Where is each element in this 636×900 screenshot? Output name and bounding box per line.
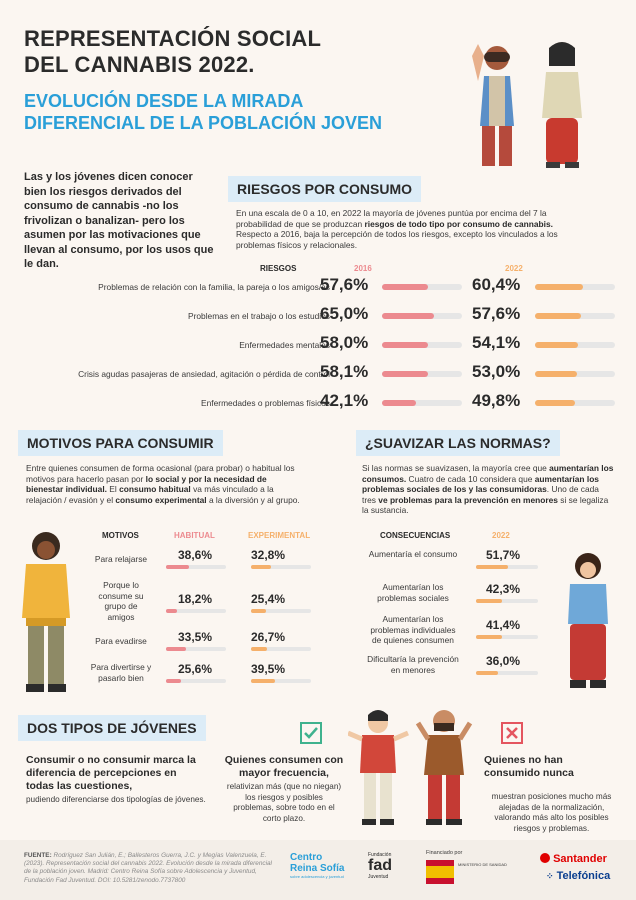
check-icon	[300, 722, 322, 744]
ministry-label: MINISTERIO DE SANIDAD	[458, 862, 507, 867]
consequence-value: 36,0%	[486, 654, 521, 668]
motive-label: Para evadirse	[95, 636, 147, 646]
risk-row	[20, 391, 620, 415]
risk-row	[20, 362, 620, 386]
motive-value-experimental: 32,8%	[251, 548, 286, 562]
spain-coat-of-arms-icon	[426, 860, 454, 884]
types-right-text: muestran posiciones mucho más alejadas de la normalización, valorando más alto los posibles riesgos y problemas.	[491, 792, 612, 833]
consequence-label: Aumentarían los problemas sociales	[377, 582, 449, 603]
risk-label: Enfermedades o problemas físicos	[201, 398, 330, 408]
fad-logo: Fundación fad Juventud	[368, 852, 392, 880]
risks-year-2016: 2016	[354, 264, 372, 273]
types-heading: DOS TIPOS DE JÓVENES	[18, 715, 206, 741]
page-subtitle	[24, 90, 382, 134]
motives-heading: MOTIVOS PARA CONSUMIR	[18, 430, 223, 456]
motives-col-experimental: EXPERIMENTAL	[248, 531, 311, 540]
risk-row	[20, 333, 620, 357]
santander-flame-icon	[540, 853, 550, 863]
risk-label: Problemas de relación con la familia, la pareja o los amigos/as	[98, 282, 330, 292]
risk-value-2016: 58,0%	[320, 333, 369, 352]
funded-label: Financiado por	[426, 850, 463, 856]
risk-value-2016: 57,6%	[320, 275, 369, 294]
types-mid-block	[224, 754, 344, 824]
risk-label: Crisis agudas pasajeras de ansiedad, agitación o pérdida de control	[78, 369, 330, 379]
risk-value-2016: 42,1%	[320, 391, 369, 410]
risk-bar-2022	[535, 400, 615, 406]
risk-label: Enfermedades mentales	[239, 340, 330, 350]
consequence-label: Aumentarían los problemas individuales de quienes consumen	[370, 614, 456, 645]
norms-heading: ¿SUAVIZAR LAS NORMAS?	[356, 430, 560, 456]
santander-logo: Santander	[540, 853, 607, 865]
risk-bar-2016	[382, 313, 462, 319]
consequence-bar	[476, 565, 538, 569]
risks-col-label: RIESGOS	[260, 264, 297, 273]
risk-row	[20, 275, 620, 299]
risk-bar-2016	[382, 371, 462, 377]
title-line-2: DEL CANNABIS 2022.	[24, 52, 255, 77]
motive-label: Para divertirse y pasarlo bien	[90, 662, 152, 683]
motive-bar-habitual	[166, 679, 226, 683]
consequence-bar	[476, 599, 538, 603]
centro-reina-sofia-logo: Centro Reina Sofía sobre adolescencia y juventud	[290, 852, 345, 879]
consequence-value: 41,4%	[486, 618, 521, 632]
risk-bar-2016	[382, 400, 462, 406]
subtitle-line-2: DIFERENCIAL DE LA POBLACIÓN JOVEN	[24, 113, 383, 133]
types-people-illustration	[348, 703, 476, 829]
risk-bar-2016	[382, 342, 462, 348]
motives-col-habitual: HABITUAL	[174, 531, 215, 540]
motive-bar-experimental	[251, 647, 311, 651]
motive-value-experimental: 39,5%	[251, 662, 286, 676]
norms-col-label: CONSECUENCIAS	[380, 531, 451, 540]
motive-value-habitual: 25,6%	[178, 662, 213, 676]
consequence-bar	[476, 635, 538, 639]
motive-bar-habitual	[166, 647, 226, 651]
header-people-illustration	[462, 36, 602, 176]
consequence-value: 42,3%	[486, 582, 521, 596]
risk-value-2022: 49,8%	[472, 391, 521, 410]
risk-value-2022: 54,1%	[472, 333, 521, 352]
risk-label: Problemas en el trabajo o los estudios	[188, 311, 330, 321]
motive-value-habitual: 33,5%	[178, 630, 213, 644]
telefonica-logo: ⁘ Telefónica	[546, 870, 611, 882]
risk-row	[20, 304, 620, 328]
motive-value-habitual: 18,2%	[178, 592, 213, 606]
consequence-label: Dificultaría la prevención en menores	[367, 654, 459, 675]
motive-bar-experimental	[251, 565, 311, 569]
motive-bar-habitual	[166, 609, 226, 613]
page-title	[24, 26, 321, 78]
risk-value-2022: 53,0%	[472, 362, 521, 381]
types-right-bold: Quienes no han consumido nunca	[484, 754, 574, 779]
norms-col-year: 2022	[492, 531, 510, 540]
motive-value-experimental: 25,4%	[251, 592, 286, 606]
title-line-1: REPRESENTACIÓN SOCIAL	[24, 26, 322, 51]
subtitle-line-1: EVOLUCIÓN DESDE LA MIRADA	[24, 91, 304, 111]
motive-bar-experimental	[251, 609, 311, 613]
types-mid-text: relativizan más (que no niegan) los riesgos y posibles problemas, sobre todo en el corto plazo.	[226, 782, 342, 823]
risk-bar-2022	[535, 342, 615, 348]
consequence-label: Aumentaría el consumo	[368, 549, 458, 559]
risk-value-2016: 58,1%	[320, 362, 369, 381]
motive-value-habitual: 38,6%	[178, 548, 213, 562]
motive-label: Porque lo consume su grupo de amigos	[98, 580, 144, 622]
consequence-bar	[476, 671, 538, 675]
risk-bar-2022	[535, 284, 615, 290]
footer-source: FUENTE: Rodríguez San Julián, E.; Ballesteros Guerra, J.C. y Megías Valenzuela, E. (2023). Representación social del cannabis 2022. Evolución desde la mirada diferencial de la población joven. Madrid: Centro Reina Sofía sobre Adolescencia y Juventud, Fundación Fad Juventud. DOI: 10.5281/zenodo.7737800	[24, 852, 272, 884]
motives-text: Entre quienes consumen de forma ocasional (para probar) o habitual los motivos para hacerlo pasan por lo social y por la necesidad de bienestar individual. El consumo habitual va más vinculado a la relajación / evasión y el consumo experimental a la diversión y al grupo.	[26, 463, 300, 505]
motive-bar-habitual	[166, 565, 226, 569]
motives-col-label: MOTIVOS	[102, 531, 139, 540]
risk-value-2022: 60,4%	[472, 275, 521, 294]
norms-person-illustration	[560, 550, 616, 700]
types-left-block	[26, 754, 206, 806]
risk-bar-2016	[382, 284, 462, 290]
risk-bar-2022	[535, 371, 615, 377]
risks-heading: RIESGOS POR CONSUMO	[228, 176, 421, 202]
types-left-bold: Consumir o no consumir marca la diferencia de percepciones en todas las cuestiones,	[26, 754, 196, 792]
consequence-value: 51,7%	[486, 548, 521, 562]
motives-person-illustration	[14, 528, 78, 696]
motive-label: Para relajarse	[94, 554, 148, 564]
cross-icon	[501, 722, 523, 744]
risk-value-2022: 57,6%	[472, 304, 521, 323]
risks-year-2022: 2022	[505, 264, 523, 273]
motive-bar-experimental	[251, 679, 311, 683]
telefonica-dots-icon: ⁘	[546, 871, 554, 881]
types-left-text: pudiendo diferenciarse dos tipologías de jóvenes.	[26, 795, 206, 804]
risk-bar-2022	[535, 313, 615, 319]
types-mid-bold: Quienes consumen con mayor frecuencia,	[224, 754, 344, 779]
norms-text: Si las normas se suavizasen, la mayoría cree que aumentarían los consumos. Cuatro de cada 10 considera que aumentarían los problemas sociales de los y las consumidoras. Uno de cada tres ve problemas para la prevención en menores si se legaliza la sustancia.	[362, 463, 614, 516]
motive-value-experimental: 26,7%	[251, 630, 286, 644]
intro-text: Las y los jóvenes dicen conocer bien los riesgos derivados del consumo de cannabis -no los frivolizan o banalizan- pero los asumen por las motivaciones que llevan al consumo, por los usos que le dan.	[24, 171, 214, 270]
types-right-block	[484, 754, 619, 834]
risk-value-2016: 65,0%	[320, 304, 369, 323]
risks-text: En una escala de 0 a 10, en 2022 la mayoría de jóvenes puntúa por encima del 7 la probabilidad de que se produzcan riesgos de todo tipo por consumo de cannabis. Respecto a 2016, baja la percepción de todos los riesgos, excepto los vinculados a los problemas físicos y relacionales.	[236, 208, 558, 250]
